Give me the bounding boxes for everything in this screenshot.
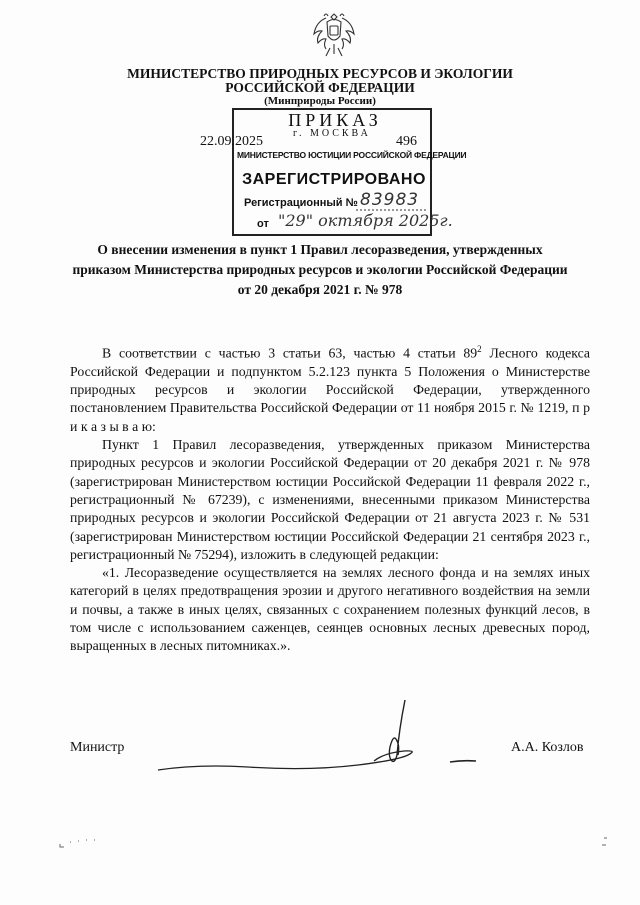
paragraph-basis: В соответствии с частью 3 статьи 63, частью 4 статьи $89^2$ Лесного кодекса Российской Федерации и подпунктом 5.2.123 пункта 5 Положения о Министерстве природных ресурсов и экологии Российской Федерации, утвержденного постановлением Правительства Российской Федерации от 11 ноября 2015 г. № 1219, п р и к а з ы в а ю:: [70, 344, 590, 434]
order-verb: п р и к а з ы в а ю:: [70, 400, 590, 434]
ministry-short-name: (Минприроды России): [264, 95, 376, 107]
stamp-reg-label: Регистрационный №: [244, 197, 358, 209]
order-number: 496: [396, 134, 417, 149]
order-title: ПРИКАЗ: [288, 110, 382, 130]
stamp-reg-date: "29" октября 2025г.: [278, 211, 453, 230]
scan-mark-right: [598, 836, 612, 848]
document-body: [70, 340, 590, 656]
ministry-name-line2: РОССИЙСКОЙ ФЕДЕРАЦИИ: [225, 80, 415, 95]
paragraph-new-text: «1. Лесоразведение осуществляется на землях лесного фонда и на землях иных категорий в целях предотвращения эрозии и другого негативного воздействия на земли и почвы, а также в иных целях, связанных с сохранением полезных функций лесов, в том числе с использованием саженцев, сеянцев основных лесных древесных пород, выращенных в лесных питомниках.».: [70, 565, 590, 654]
document-heading: О внесении изменения в пункт 1 Правил лесоразведения, утвержденных приказом Министерства природных ресурсов и экологии Российской Федерации от 20 декабря 2021 г. № 978: [72, 242, 568, 297]
article-superscript: 2: [477, 344, 482, 354]
stamp-date-label: от: [257, 218, 269, 230]
handwritten-signature: [150, 690, 480, 790]
order-city: г. МОСКВА: [293, 128, 371, 139]
stamp-reg-number: 83983: [360, 190, 420, 210]
signatory-position: Министр: [70, 740, 125, 755]
order-date: 22.09.2025: [200, 134, 263, 149]
ministry-name-line1: МИНИСТЕРСТВО ПРИРОДНЫХ РЕСУРСОВ И ЭКОЛОГИИ: [127, 66, 513, 81]
coat-of-arms-icon: [310, 8, 358, 62]
signatory-name: А.А. Козлов: [511, 740, 584, 755]
stamp-authority: МИНИСТЕРСТВО ЮСТИЦИИ РОССИЙСКОЙ ФЕДЕРАЦИИ: [237, 150, 467, 160]
paragraph-amendment: Пункт 1 Правил лесоразведения, утвержденных приказом Министерства природных ресурсов и экологии Российской Федерации от 20 декабря 2021 г. № 978 (зарегистрирован Министерством юстиции Российской Федерации 11 февраля 2022 г., регистрационный № 67239), с изменениями, внесенными приказом Министерства природных ресурсов и экологии Российской Федерации от 21 августа 2023 г. № 531 (зарегистрирован Министерством юстиции Российской Федерации 21 сентября 2023 г., регистрационный № 75294), изложить в следующей редакции:: [70, 437, 590, 562]
stamp-status: ЗАРЕГИСТРИРОВАНО: [242, 171, 426, 188]
scan-mark: [58, 832, 108, 848]
